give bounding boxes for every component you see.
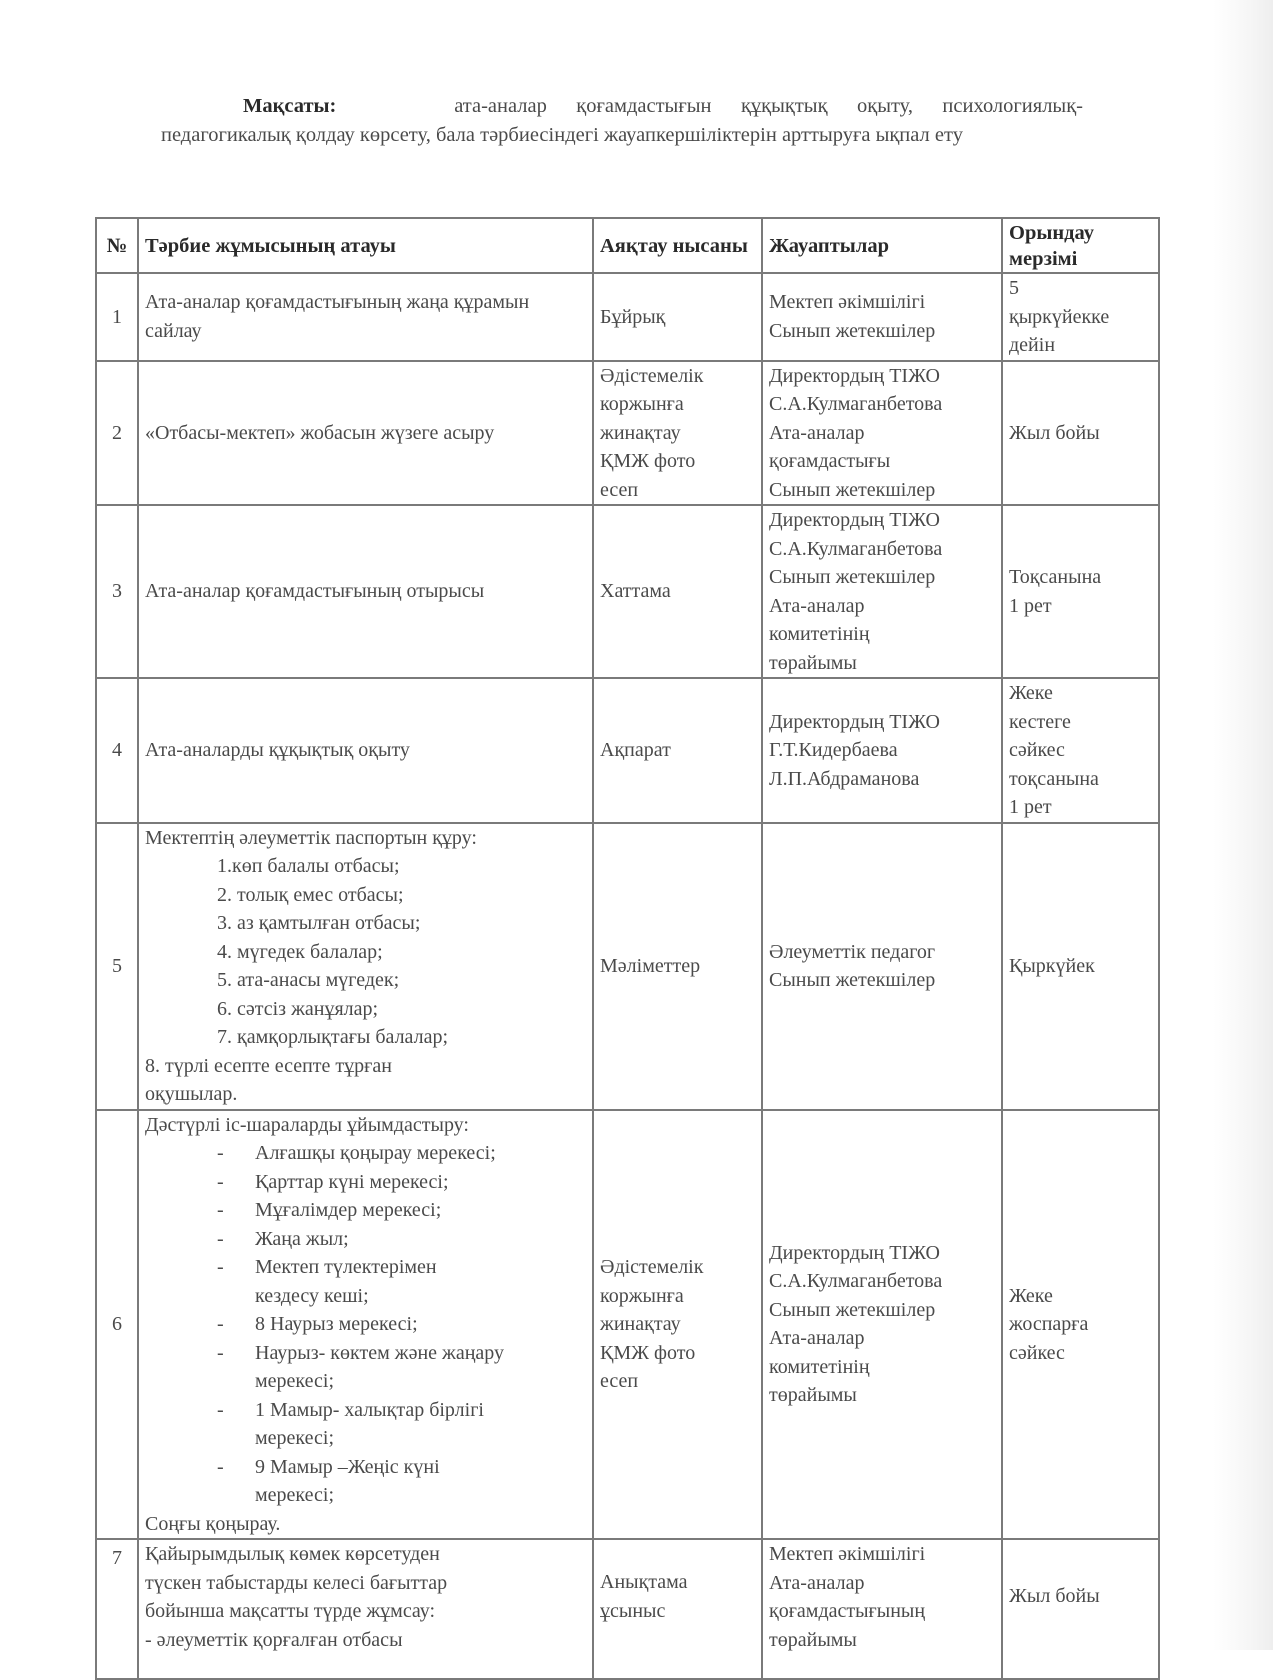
form-line: коржынға: [600, 1284, 684, 1307]
row-form: Мәліметтер: [593, 823, 762, 1110]
responsible-line: төрайымы: [769, 1628, 857, 1651]
header-form: Аяқтау нысаны: [593, 218, 762, 273]
name-item: 8. түрлі есепте есепте тұрған оқушылар.: [145, 1054, 392, 1105]
goal-label: Мақсаты:: [243, 95, 337, 117]
row-form: [593, 361, 762, 506]
responsible-line: Ата-аналар: [769, 421, 865, 444]
row-num: 4: [96, 678, 138, 823]
row-term: [1002, 678, 1159, 823]
name-line: - әлеуметтік қорғалған отбасы: [145, 1628, 403, 1651]
term-line: кестеге: [1009, 710, 1071, 733]
responsible-line: Әлеуметтік педагог: [769, 940, 936, 963]
name-title: Дәстүрлі іс-шараларды ұйымдастыру:: [145, 1113, 469, 1136]
table-row: [96, 361, 1159, 506]
name-item: Соңғы қоңырау.: [145, 1512, 281, 1535]
name-item: 5. ата-анасы мүгедек;: [217, 969, 400, 991]
row-form: [593, 1539, 762, 1679]
header-name: Тәрбие жұмысының атауы: [138, 218, 593, 273]
row-responsible: [762, 505, 1002, 678]
list-item: - 1 Мамыр- халықтар бірлігі мерекесі;: [145, 1396, 586, 1453]
term-line: Жыл бойы: [1009, 421, 1100, 444]
name-line: Қайырымдылық көмек көрсетуден: [145, 1543, 440, 1565]
form-line: жинақтау: [600, 1313, 681, 1335]
responsible-line: Сынып жетекшілер: [769, 319, 936, 342]
row-term: [1002, 1539, 1159, 1679]
responsible-line: Ата-аналар: [769, 1571, 865, 1594]
list-item: - Қарттар күні мерекесі;: [145, 1168, 586, 1197]
term-line: Жеке: [1009, 682, 1053, 704]
list-item: - Мектеп түлектерімен кездесу кеші;: [145, 1253, 586, 1310]
goal-paragraph: [161, 92, 1083, 150]
row-num: 6: [96, 1110, 138, 1540]
header-responsible: Жауаптылар: [762, 218, 1002, 273]
row-form: [593, 1110, 762, 1540]
header-num: №: [96, 218, 138, 273]
term-line: Жыл бойы: [1009, 1585, 1100, 1607]
table-row: [96, 1539, 1159, 1679]
list-item: - Алғашқы қоңырау мерекесі;: [145, 1139, 586, 1168]
header-term: Орындау мерзімі: [1002, 218, 1159, 273]
responsible-line: Сынып жетекшілер: [769, 1298, 936, 1321]
row-responsible: [762, 361, 1002, 506]
term-line: 5: [1009, 277, 1019, 299]
row-term: [1002, 1110, 1159, 1540]
row-term: [1002, 273, 1159, 361]
responsible-line: Директордың ТІЖО: [769, 364, 940, 387]
term-line: дейін: [1009, 334, 1056, 356]
term-line: Жеке: [1009, 1284, 1053, 1307]
form-line: ҚМЖ фото: [600, 1341, 696, 1364]
name-item: 4. мүгедек балалар;: [217, 940, 383, 963]
responsible-line: С.А.Кулмаганбетова: [769, 1270, 943, 1293]
name-item: 2. толық емес отбасы;: [217, 883, 404, 906]
table-row: [96, 678, 1159, 823]
scan-page-edge: [1213, 0, 1273, 1650]
responsible-line: төрайымы: [769, 1384, 857, 1407]
form-line: Әдістемелік: [600, 1256, 704, 1278]
row-name: Ата-аналарды құқықтық оқыту: [138, 678, 593, 823]
table-header-row: [96, 218, 1159, 273]
name-item: 7. қамқорлықтағы балалар;: [217, 1026, 449, 1048]
row-num: 5: [96, 823, 138, 1110]
list-item: - Мұғалімдер мерекесі;: [145, 1196, 586, 1225]
term-line: сәйкес: [1009, 1341, 1065, 1364]
responsible-line: комитетінің: [769, 623, 870, 645]
row-name: «Отбасы-мектеп» жобасын жүзеге асыру: [138, 361, 593, 506]
term-line: 1 рет: [1009, 594, 1052, 617]
responsible-line: С.А.Кулмаганбетова: [769, 393, 943, 415]
name-item: 6. сәтсіз жанұялар;: [217, 997, 379, 1020]
row-responsible: [762, 1539, 1002, 1679]
responsible-line: төрайымы: [769, 651, 857, 674]
row-term: [1002, 823, 1159, 1110]
name-item: 3. аз қамтылған отбасы;: [217, 912, 421, 934]
term-line: жоспарға: [1009, 1313, 1089, 1335]
form-line: ҚМЖ фото: [600, 450, 696, 472]
row-name: [138, 1110, 593, 1540]
term-line: 1 рет: [1009, 796, 1052, 818]
responsible-line: комитетінің: [769, 1355, 870, 1378]
list-item: - 9 Мамыр –Жеңіс күні мерекесі;: [145, 1453, 586, 1510]
responsible-line: Сынып жетекшілер: [769, 969, 936, 991]
form-line: коржынға: [600, 393, 684, 415]
row-name: Ата-аналар қоғамдастығының отырысы: [138, 505, 593, 678]
term-line: тоқсанына: [1009, 767, 1099, 790]
responsible-line: Ата-аналар: [769, 1327, 865, 1350]
table-row: [96, 273, 1159, 361]
row-term: [1002, 361, 1159, 506]
responsible-line: Мектеп әкімшілігі: [769, 1543, 926, 1565]
term-line: сәйкес: [1009, 739, 1065, 761]
table-row: [96, 1110, 1159, 1540]
goal-text-line1: ата-аналар қоғамдастығын құқықтық оқыту, психологиялық-: [454, 95, 1083, 117]
table-row: [96, 823, 1159, 1110]
form-line: Анықтама: [600, 1571, 688, 1593]
name-item: 1.көп балалы отбасы;: [217, 855, 400, 877]
name-title: Мектептің әлеуметтік паспортын құру:: [145, 826, 477, 849]
row-responsible: [762, 823, 1002, 1110]
row-form: Бұйрық: [593, 273, 762, 361]
list-item: - Наурыз- көктем және жаңару мерекесі;: [145, 1339, 586, 1396]
work-plan-table: [95, 217, 1160, 1680]
responsible-line: Мектеп әкімшілігі: [769, 291, 926, 314]
row-responsible: [762, 678, 1002, 823]
goal-text-line2: педагогикалық қолдау көрсету, бала тәрбиесіндегі жауапкершіліктерін арттыруға ықпал ету: [161, 124, 963, 146]
form-line: Әдістемелік: [600, 364, 704, 387]
responsible-line: Сынып жетекшілер: [769, 478, 936, 501]
term-line: Тоқсанына: [1009, 566, 1102, 588]
name-line: түскен табыстарды келесі бағыттар: [145, 1571, 448, 1594]
list-item: - Жаңа жыл;: [145, 1225, 586, 1254]
row-name: Ата-аналар қоғамдастығының жаңа құрамын сайлау: [138, 273, 593, 361]
row-name: [138, 823, 593, 1110]
responsible-line: С.А.Кулмаганбетова: [769, 537, 943, 560]
row-name: [138, 1539, 593, 1679]
form-line: ұсыныс: [600, 1599, 666, 1622]
responsible-line: Сынып жетекшілер: [769, 566, 936, 588]
term-line: Қыркүйек: [1009, 954, 1095, 977]
row-num: 1: [96, 273, 138, 361]
row-responsible: [762, 273, 1002, 361]
responsible-line: Л.П.Абдраманова: [769, 767, 920, 790]
row-term: [1002, 505, 1159, 678]
row-form: Ақпарат: [593, 678, 762, 823]
responsible-line: Ата-аналар: [769, 594, 865, 617]
form-line: жинақтау: [600, 421, 681, 444]
term-line: қыркүйекке: [1009, 305, 1110, 328]
form-line: есеп: [600, 478, 639, 501]
responsible-line: Директордың ТІЖО: [769, 710, 940, 733]
row-num: 7: [96, 1539, 138, 1679]
responsible-line: Директордың ТІЖО: [769, 509, 940, 531]
responsible-line: Г.Т.Кидербаева: [769, 739, 898, 761]
row-responsible: [762, 1110, 1002, 1540]
responsible-line: Директордың ТІЖО: [769, 1241, 940, 1264]
row-form: Хаттама: [593, 505, 762, 678]
list-item: - 8 Наурыз мерекесі;: [145, 1310, 586, 1339]
events-list: [145, 1139, 586, 1510]
responsible-line: қоғамдастығының: [769, 1600, 926, 1622]
form-line: есеп: [600, 1370, 639, 1392]
name-line: бойынша мақсатты түрде жұмсау:: [145, 1600, 436, 1622]
table-row: [96, 505, 1159, 678]
row-num: 2: [96, 361, 138, 506]
row-num: 3: [96, 505, 138, 678]
responsible-line: қоғамдастығы: [769, 450, 891, 472]
